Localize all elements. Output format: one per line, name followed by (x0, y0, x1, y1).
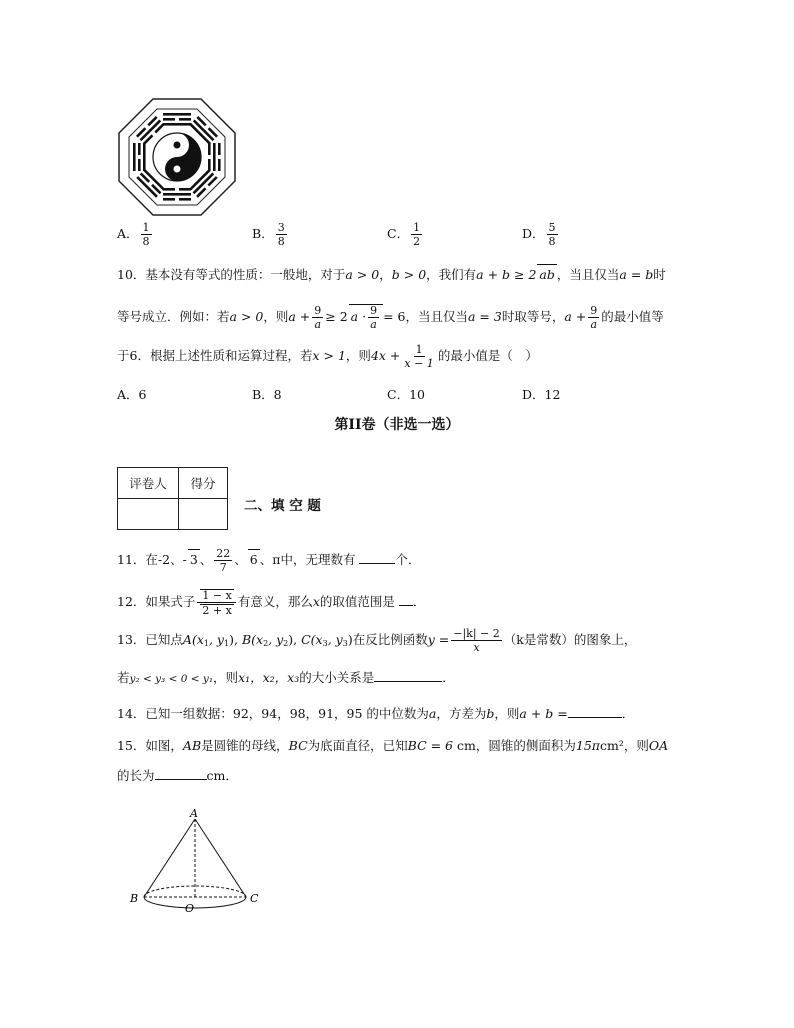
q11-line: 11．在-2、- 3 、 $\frac{22}{7}$ 、 6 、π中，无理数有 个． (117, 547, 421, 574)
q14-line: 14．已知一组数据：92，94，98，91，95 的中位数为a，方差为b，则a + b = ． (117, 706, 635, 721)
score-table (117, 467, 228, 530)
score-cell (179, 499, 228, 530)
q10-option-c: C．10 (387, 387, 425, 402)
q13-answer-blank[interactable] (374, 669, 442, 682)
q11-answer-blank[interactable] (359, 551, 395, 564)
q13-line1: 13．已知点$A(x_1$, $y_1$), $B(x_2$, $y_2$), $C(x_3$, $y_3$)在反比例函数y = $\frac{-|k| - 2}{x}$ （k是常数）的图象上， (117, 627, 637, 654)
q9-option-a: A． $\frac{1}{8}$ (117, 221, 150, 248)
q15-line1: 15．如图，AB是圆锥的母线，BC为底面直径，已知BC = 6 cm，圆锥的侧面积为15πcm²，则OA (117, 738, 669, 753)
cone-label-b: B (130, 892, 139, 905)
grader-header: 评卷人 (118, 468, 179, 499)
q13-line2: 若y₂ < y₃ < 0 < y₁，则x₁，x₂，x₃的大小关系是 ． (117, 670, 455, 685)
cone-label-a: A (190, 807, 198, 820)
cone-diagram (124, 806, 274, 918)
cone-label-c: C (250, 892, 259, 905)
q10-line2: 等号成立．例如：若a > 0，则a + $\frac{9}{a}$ ≥ 2 a · $\frac{9}{a}$ = 6，当且仅当a = 3时取等号，a + $\frac{9}{a}$ 的最小值等 (117, 304, 664, 331)
q10-line1: 10．基本没有等式的性质：一般地，对于a > 0，b > 0，我们有a + b ≥ 2 ab ，当且仅当a = b时 (117, 264, 666, 285)
q15-line2: 的长为 cm． (117, 768, 238, 783)
q10-option-a: A．6 (117, 387, 147, 402)
q10-option-b: B．8 (252, 387, 282, 402)
q9-option-b: B． $\frac{3}{8}$ (252, 221, 285, 248)
section2-heading: 二、填 空 题 (244, 498, 321, 514)
grader-cell (118, 499, 179, 530)
q14-answer-blank[interactable] (568, 705, 622, 718)
cone-label-o: O (185, 902, 195, 915)
section-title: 第II卷（非选一选） (334, 417, 460, 433)
bagua-figure (117, 97, 237, 217)
q9-option-c: C． $\frac{1}{2}$ (387, 221, 421, 248)
taiji-icon (153, 133, 201, 181)
q12-answer-blank[interactable] (399, 593, 413, 606)
score-header: 得分 (179, 468, 228, 499)
q10-line3: 于6．根据上述性质和运算过程，若x > 1，则4x + $\frac{1}{x - 1}$ 的最小值是（ ） (117, 343, 538, 370)
q15-answer-blank[interactable] (155, 767, 207, 780)
q12-line: 12．如果式子 $\frac{1 - x}{2 + x}$ 有意义，那么x的取值范围是 ． (117, 589, 426, 617)
q9-option-d: D． $\frac{5}{8}$ (522, 221, 556, 248)
q10-option-d: D．12 (522, 387, 561, 402)
